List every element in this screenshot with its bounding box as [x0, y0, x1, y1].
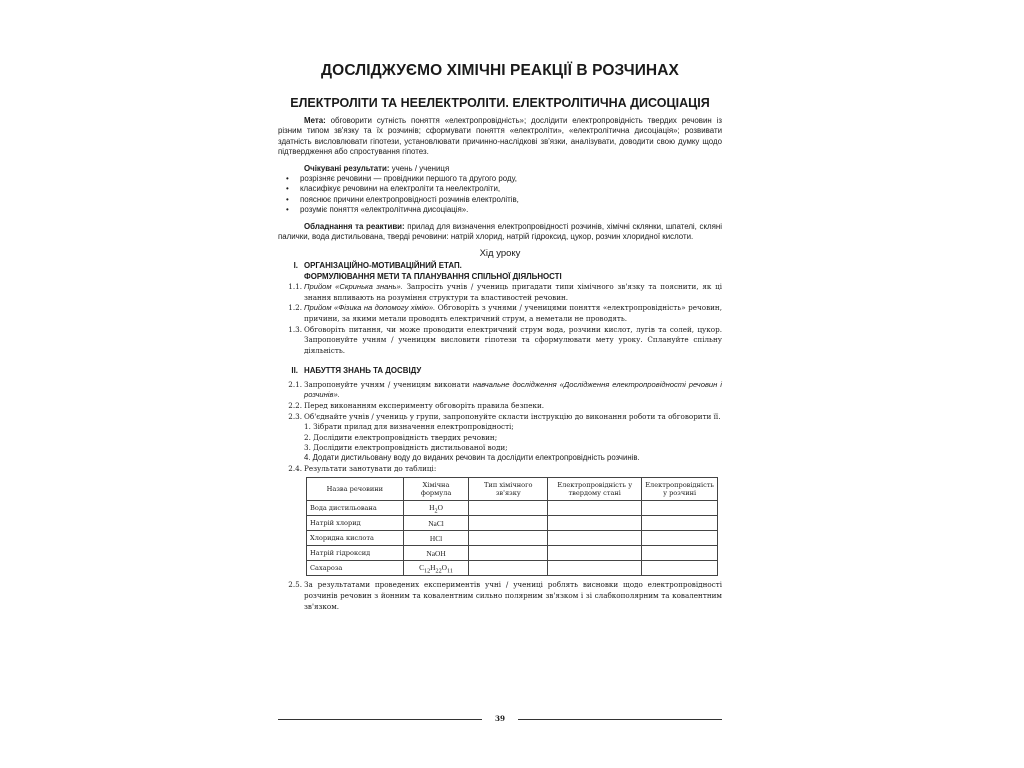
lesson-title: ЕЛЕКТРОЛІТИ ТА НЕЕЛЕКТРОЛІТИ. ЕЛЕКТРОЛІТИЧНА ДИСОЦІАЦІЯ [290, 96, 710, 110]
table-cell[interactable] [469, 501, 548, 516]
formula-cell: $H_2O$ [403, 501, 469, 516]
instruction-step: 3. Дослідити електропровідність дистильованої води; [304, 443, 508, 453]
formula-cell: NaOH [403, 546, 469, 561]
instruction-step: 2. Дослідити електропровідність твердих речовин; [304, 432, 498, 442]
table-row [307, 501, 718, 516]
table-row [307, 561, 718, 576]
table-cell[interactable] [469, 561, 548, 576]
table-cell[interactable] [548, 546, 642, 561]
page-title: ДОСЛІДЖУЄМО ХІМІЧНІ РЕАКЦІЇ В РОЗЧИНАХ [321, 62, 679, 79]
equipment-text: прилад для визначення електропровідності розчинів, хімічні склянки, шпателі, скляні палички, вода дистильована, тверді речовини: натрій хлорид, натрій гідроксид, цукор, розчин хлоридної кислоти. [278, 221, 722, 242]
substance-name: Сахароза [307, 561, 404, 576]
course-heading: Хід уроку [479, 248, 521, 260]
table-header: Тип хімічного зв'язку [469, 478, 548, 501]
formula-cell: $C_{12}H_{22}O_{11}$ [403, 561, 469, 576]
table-cell[interactable] [548, 516, 642, 531]
table-header: Електропровідність у твердому стані [548, 478, 642, 501]
table-cell[interactable] [548, 531, 642, 546]
step-item: 1.2. Прийом «Фізика на допомогу хімію». Обговоріть з учнями / ученицями поняття «електропровідність» речовин, причини, за якими метали проводять електричний струм, а неметали не проводять. [288, 303, 722, 324]
results-table [306, 477, 718, 576]
step-item: 1.1. Прийом «Скринька знань». Запросіть учнів / учениць пригадати типи хімічного зв'язку та пояснити, як ці знання впливають на розуміння структури та властивостей речовин. [288, 282, 722, 302]
table-cell[interactable] [642, 516, 718, 531]
results-paragraph [278, 164, 722, 174]
substance-name: Вода дистильована [307, 501, 404, 516]
table-cell[interactable] [642, 546, 718, 561]
formula-cell: NaCl [403, 516, 469, 531]
table-row [307, 516, 718, 531]
substance-name: Хлоридна кислота [307, 531, 404, 546]
table-row [307, 531, 718, 546]
section-heading: I. ОРГАНІЗАЦІЙНО-МОТИВАЦІЙНИЙ ЕТАП. [293, 261, 462, 271]
goal-label: Мета: [304, 116, 326, 125]
table-cell[interactable] [642, 531, 718, 546]
page-footer [278, 713, 722, 725]
table-header: Назва речовини [307, 478, 404, 501]
page-number: 39 [494, 714, 505, 723]
substance-name: Натрій хлорид [307, 516, 404, 531]
table-header-row [307, 478, 718, 501]
equipment-label: Обладнання та реактиви: [304, 221, 405, 231]
section-heading: II. НАБУТТЯ ЗНАНЬ ТА ДОСВІДУ [291, 366, 422, 376]
goal-paragraph [278, 116, 722, 158]
table-cell[interactable] [642, 561, 718, 576]
table-header: Електропровідність у розчині [642, 478, 718, 501]
formula-cell: HCl [403, 531, 469, 546]
table-cell[interactable] [469, 546, 548, 561]
step-item: 2.4. Результати занотувати до таблиці: [288, 463, 437, 473]
step-item: 1.3. Обговоріть питання, чи може проводити електричний струм вода, розчини кислот, лугів та солей, цукор. Запропонуйте учням / ученицям висловити гіпотези та сформулювати мету уроку. Сплануйте спільну діяльність. [288, 324, 722, 355]
list-item: • класифікує речовини на електроліти та неелектроліти, [300, 184, 722, 194]
instruction-step: 1. Зібрати прилад для визначення електропровідності; [304, 422, 514, 432]
section-heading-line2: ФОРМУЛЮВАННЯ МЕТИ ТА ПЛАНУВАННЯ СПІЛЬНОЇ ДІЯЛЬНОСТІ [304, 271, 562, 281]
substance-name: Натрій гідроксид [307, 546, 404, 561]
table-row [307, 546, 718, 561]
table-cell[interactable] [642, 501, 718, 516]
list-item: • розуміє поняття «електролітична дисоціація». [300, 205, 722, 215]
list-item: • розрізняє речовини — провідники першого та другого роду, [300, 174, 722, 184]
table-cell[interactable] [469, 531, 548, 546]
table-cell[interactable] [469, 516, 548, 531]
document-page [278, 58, 722, 730]
step-item: 2.5. За результатами проведених експериментів учні / учениці роблять висновки щодо електропровідності розчинів речовин з йонним та ковалентним сильно полярним зв'язком і зі слабкополярним та ковалентним зв'язком. [288, 580, 722, 611]
list-item: • пояснює причини електропровідності розчинів електролітів, [300, 195, 722, 205]
table-header: Хімічна формула [403, 478, 469, 501]
table-cell[interactable] [548, 501, 642, 516]
results-list [278, 174, 722, 216]
goal-text: обговорити сутність поняття «електропровідність»; дослідити електропровідність твердих речовин із різним типом зв'язку та їх розчинів; сформувати поняття «електроліти», «електролітична дисоціація»; розвивати здатність висловлювати гіпотези, установлювати причинно-наслідкові зв'язки, аналізувати, доводити свою думку щодо підтвердження або спростування гіпотез. [278, 116, 722, 157]
step-item: 2.2. Перед виконанням експерименту обговоріть правила безпеки. [288, 401, 545, 411]
table-cell[interactable] [548, 561, 642, 576]
step-item: 2.3. Об'єднайте учнів / учениць у групи, запропонуйте скласти інструкцію до виконання роботи та обговорити її. [288, 411, 721, 421]
instruction-step: 4. Додати дистильовану воду до виданих речовин та дослідити електропровідність розчинів. [304, 453, 640, 463]
step-item: 2.1. Запропонуйте учням / ученицям виконати навчальне дослідження «Дослідження електропровідності речовин і розчинів». [288, 379, 722, 400]
results-label: Очікувані результати: [304, 163, 390, 173]
results-text: учень / учениця [389, 163, 450, 173]
equipment-paragraph [278, 222, 722, 243]
